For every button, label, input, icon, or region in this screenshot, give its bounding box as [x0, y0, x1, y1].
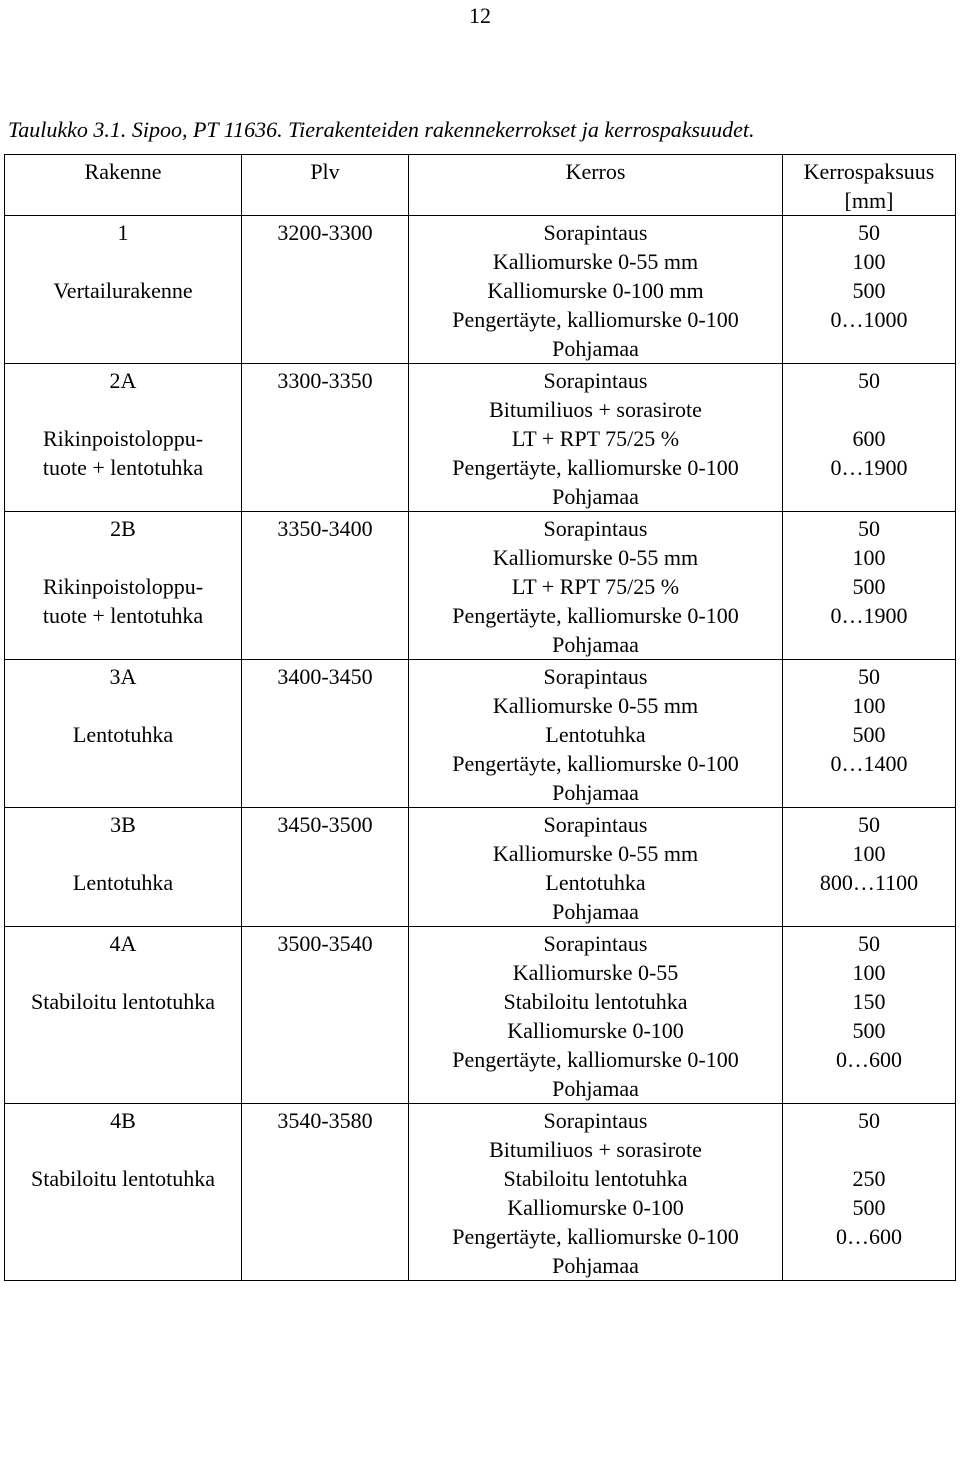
cell-kerros-line: Kalliomurske 0-55 mm [492, 249, 699, 274]
cell-paksuus-line: 0…1000 [830, 307, 908, 332]
cell-rakenne [5, 216, 242, 364]
cell-paksuus-line: 100 [852, 545, 886, 570]
table-row [5, 927, 956, 1104]
header-plv: Plv [242, 155, 409, 216]
cell-paksuus-line [783, 1135, 955, 1164]
cell-kerros-line: Pohjamaa [552, 632, 639, 657]
cell-rakenne-line: 3A [109, 664, 137, 689]
cell-paksuus-line: 0…1900 [830, 603, 908, 628]
cell-kerros-line: Lentotuhka [545, 722, 646, 747]
cell-rakenne-line: Rikinpoistoloppu- [42, 574, 204, 599]
cell-paksuus [783, 927, 956, 1104]
table-header-row [5, 155, 956, 216]
cell-rakenne-line [5, 1135, 241, 1164]
cell-plv-line: 3500-3540 [277, 931, 373, 956]
cell-kerros-line: Kalliomurske 0-100 [507, 1195, 684, 1220]
cell-rakenne [5, 808, 242, 927]
cell-paksuus-line: 0…1900 [830, 455, 908, 480]
cell-kerros-line: Pengertäyte, kalliomurske 0-100 [452, 455, 739, 480]
cell-rakenne-line: 4A [109, 931, 137, 956]
cell-paksuus [783, 808, 956, 927]
cell-kerros-line: Pohjamaa [552, 484, 639, 509]
cell-paksuus-line: 0…600 [836, 1047, 902, 1072]
cell-paksuus-line: 500 [852, 1195, 886, 1220]
cell-kerros-line: Pohjamaa [552, 1076, 639, 1101]
cell-paksuus-line: 50 [858, 516, 880, 541]
cell-kerros-line: Pohjamaa [552, 336, 639, 361]
cell-kerros-line: Pohjamaa [552, 1253, 639, 1278]
cell-kerros-line: Kalliomurske 0-55 mm [492, 693, 699, 718]
cell-paksuus-line: 0…600 [836, 1224, 902, 1249]
cell-paksuus-line: 150 [852, 989, 886, 1014]
cell-paksuus-line: 500 [852, 722, 886, 747]
cell-kerros-line: Pengertäyte, kalliomurske 0-100 [452, 1047, 739, 1072]
cell-kerros-line: Pohjamaa [552, 899, 639, 924]
cell-rakenne-line [5, 691, 241, 720]
cell-paksuus-line: 50 [858, 931, 880, 956]
cell-rakenne [5, 364, 242, 512]
cell-paksuus-line: 500 [852, 278, 886, 303]
cell-kerros [409, 1104, 783, 1281]
header-kerros: Kerros [409, 155, 783, 216]
cell-kerros-line: Sorapintaus [543, 931, 648, 956]
cell-paksuus-line: 600 [852, 426, 886, 451]
table-row [5, 364, 956, 512]
cell-rakenne [5, 927, 242, 1104]
cell-rakenne-line: tuote + lentotuhka [42, 455, 204, 480]
cell-kerros-line: Sorapintaus [543, 368, 648, 393]
cell-kerros-line: Sorapintaus [543, 812, 648, 837]
cell-plv-line: 3400-3450 [277, 664, 373, 689]
cell-rakenne-line: Vertailurakenne [53, 278, 193, 303]
cell-rakenne-line [5, 839, 241, 868]
cell-kerros [409, 216, 783, 364]
cell-plv [242, 660, 409, 808]
cell-rakenne-line: Rikinpoistoloppu- [42, 426, 204, 451]
cell-rakenne-line: Lentotuhka [72, 870, 174, 895]
cell-kerros-line: Lentotuhka [545, 870, 646, 895]
header-kerrospaksuus: Kerrospaksuus [mm] [783, 155, 956, 216]
cell-rakenne-line: tuote + lentotuhka [42, 603, 204, 628]
cell-rakenne-line: Stabiloitu lentotuhka [31, 989, 215, 1014]
cell-kerros-line: Stabiloitu lentotuhka [503, 989, 688, 1014]
cell-paksuus-line: 50 [858, 812, 880, 837]
cell-plv [242, 1104, 409, 1281]
cell-plv [242, 927, 409, 1104]
cell-kerros-line: LT + RPT 75/25 % [511, 574, 680, 599]
cell-paksuus [783, 216, 956, 364]
cell-kerros-line: Pengertäyte, kalliomurske 0-100 [452, 603, 739, 628]
cell-rakenne-line: Stabiloitu lentotuhka [31, 1166, 215, 1191]
structure-table [4, 154, 956, 1281]
cell-kerros-line: Kalliomurske 0-100 [507, 1018, 684, 1043]
cell-paksuus-line [783, 395, 955, 424]
cell-kerros-line: LT + RPT 75/25 % [511, 426, 680, 451]
cell-paksuus [783, 512, 956, 660]
header-rakenne: Rakenne [5, 155, 242, 216]
cell-kerros-line: Sorapintaus [543, 220, 648, 245]
cell-kerros-line: Sorapintaus [543, 516, 648, 541]
cell-paksuus-line: 100 [852, 960, 886, 985]
table-row [5, 216, 956, 364]
cell-paksuus-line: 500 [852, 574, 886, 599]
cell-kerros-line: Pengertäyte, kalliomurske 0-100 [452, 1224, 739, 1249]
cell-plv [242, 512, 409, 660]
cell-plv-line: 3540-3580 [277, 1108, 373, 1133]
table-row [5, 512, 956, 660]
cell-kerros [409, 660, 783, 808]
cell-paksuus [783, 1104, 956, 1281]
cell-kerros-line: Bitumiliuos + sorasirote [489, 1137, 702, 1162]
cell-kerros-line: Pohjamaa [552, 780, 639, 805]
cell-paksuus-line: 50 [858, 220, 880, 245]
cell-kerros [409, 927, 783, 1104]
cell-kerros-line: Kalliomurske 0-55 mm [492, 545, 699, 570]
cell-rakenne-line: 3B [110, 812, 136, 837]
cell-rakenne-line [5, 395, 241, 424]
cell-plv [242, 216, 409, 364]
cell-kerros-line: Sorapintaus [543, 1108, 648, 1133]
cell-rakenne-line [5, 247, 241, 276]
cell-kerros [409, 364, 783, 512]
cell-kerros-line: Kalliomurske 0-100 mm [487, 278, 704, 303]
cell-rakenne-line: Lentotuhka [72, 722, 174, 747]
cell-rakenne-line [5, 958, 241, 987]
cell-paksuus [783, 660, 956, 808]
cell-rakenne-line: 1 [117, 220, 129, 245]
table-row [5, 660, 956, 808]
cell-rakenne-line: 2A [109, 368, 137, 393]
cell-paksuus [783, 364, 956, 512]
cell-kerros-line: Sorapintaus [543, 664, 648, 689]
page-number: 12 [469, 3, 491, 28]
cell-paksuus-line: 250 [852, 1166, 886, 1191]
cell-paksuus-line: 500 [852, 1018, 886, 1043]
cell-kerros-line: Pengertäyte, kalliomurske 0-100 [452, 307, 739, 332]
cell-kerros-line: Pengertäyte, kalliomurske 0-100 [452, 751, 739, 776]
cell-rakenne-line: 2B [110, 516, 136, 541]
cell-rakenne [5, 1104, 242, 1281]
cell-kerros [409, 808, 783, 927]
cell-rakenne [5, 660, 242, 808]
cell-rakenne [5, 512, 242, 660]
cell-plv-line: 3450-3500 [277, 812, 373, 837]
cell-rakenne-line [5, 543, 241, 572]
table-caption: Taulukko 3.1. Sipoo, PT 11636. Tierakenteiden rakennekerrokset ja kerrospaksuudet. [8, 117, 755, 142]
cell-paksuus-line: 800…1100 [819, 870, 919, 895]
cell-rakenne-line: 4B [110, 1108, 136, 1133]
cell-paksuus-line: 50 [858, 1108, 880, 1133]
cell-plv-line: 3350-3400 [277, 516, 373, 541]
cell-kerros [409, 512, 783, 660]
cell-kerros-line: Kalliomurske 0-55 mm [492, 841, 699, 866]
cell-plv-line: 3300-3350 [277, 368, 373, 393]
cell-paksuus-line: 50 [858, 368, 880, 393]
cell-paksuus-line: 100 [852, 841, 886, 866]
cell-plv [242, 364, 409, 512]
table-row [5, 1104, 956, 1281]
cell-plv-line: 3200-3300 [277, 220, 373, 245]
cell-plv [242, 808, 409, 927]
cell-paksuus-line: 100 [852, 693, 886, 718]
cell-kerros-line: Kalliomurske 0-55 [512, 960, 679, 985]
cell-paksuus-line: 50 [858, 664, 880, 689]
table-row [5, 808, 956, 927]
cell-kerros-line: Stabiloitu lentotuhka [503, 1166, 688, 1191]
cell-paksuus-line: 100 [852, 249, 886, 274]
cell-kerros-line: Bitumiliuos + sorasirote [489, 397, 702, 422]
cell-paksuus-line: 0…1400 [830, 751, 908, 776]
